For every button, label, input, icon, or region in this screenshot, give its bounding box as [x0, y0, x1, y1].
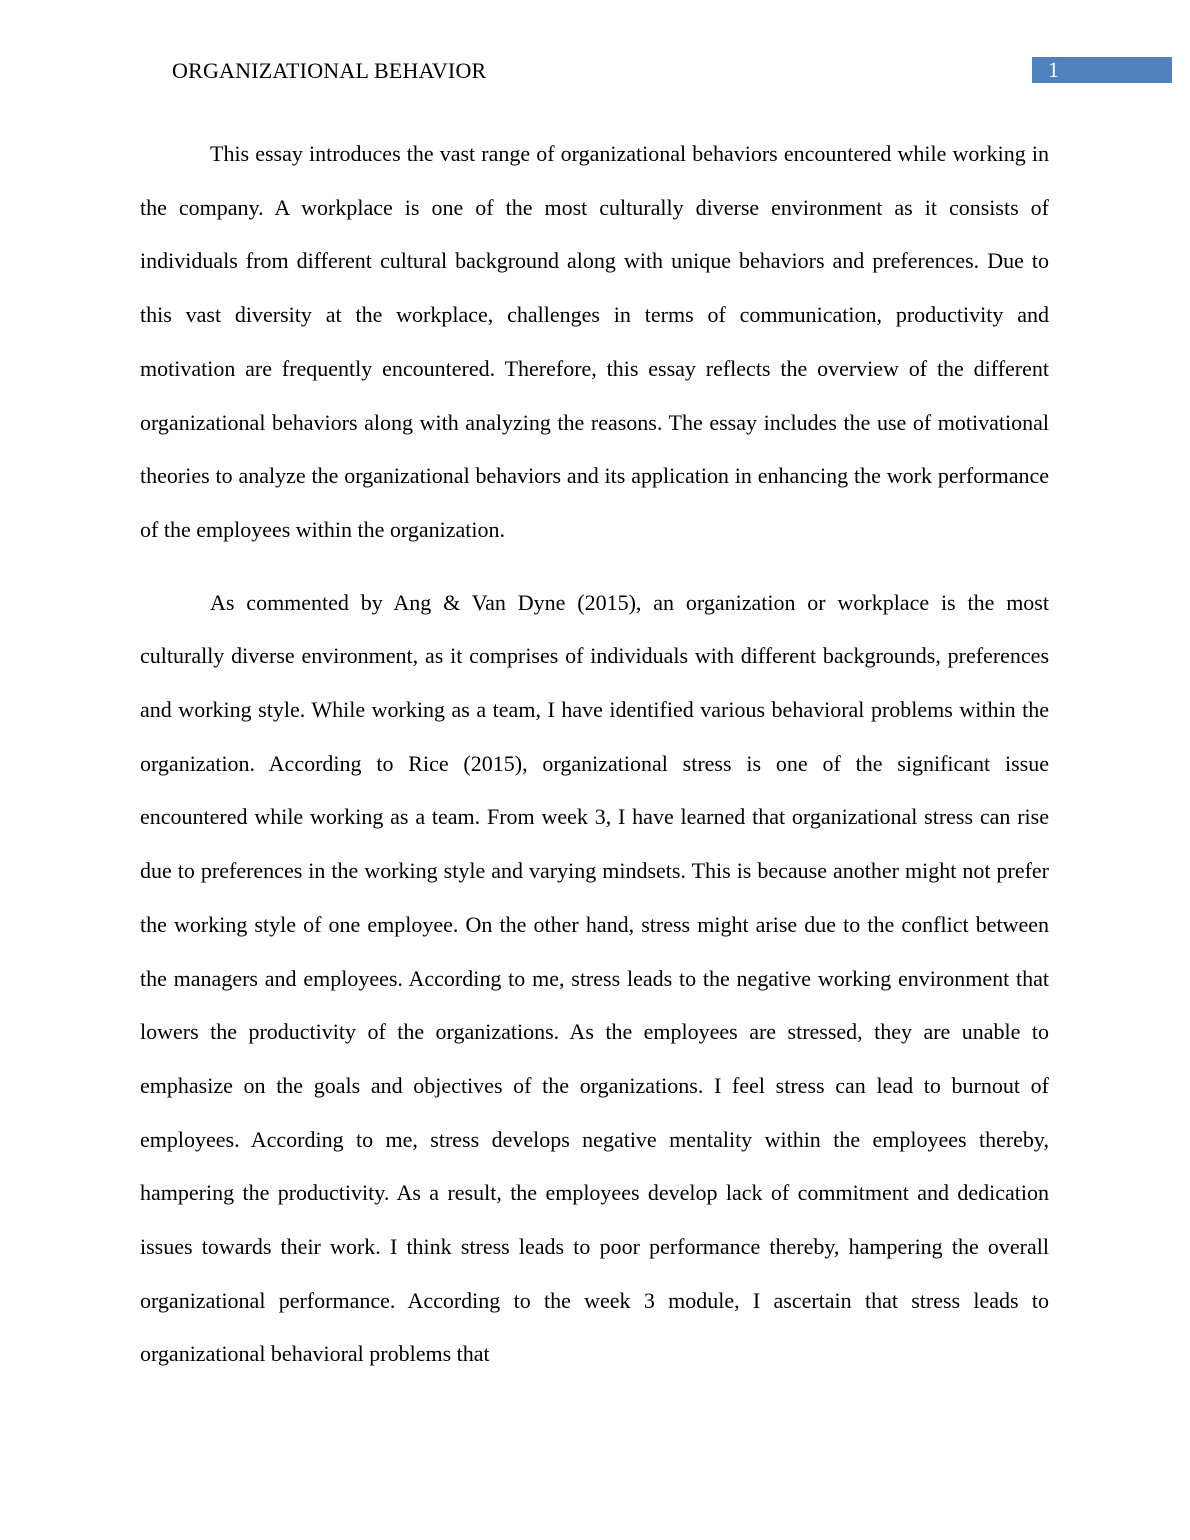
paragraph-introduction: This essay introduces the vast range of organizational behaviors encountered while working in the company. A workplace is one of the most culturally diverse environment as it consists of individuals from different cultural background along with unique behaviors and preferences. Due to this vast diversity at the workplace, challenges in terms of communication, productivity and motivation are frequently encountered. Therefore, this essay reflects the overview of the different organizational behaviors along with analyzing the reasons. The essay includes the use of motivational theories to analyze the organizational behaviors and its application in enhancing the work performance of the employees within the organization.: [140, 141, 1049, 542]
page-number: 1: [1048, 57, 1059, 82]
page-number-box: [1032, 57, 1172, 83]
paragraph-organizational-stress: As commented by Ang & Van Dyne (2015), an organization or workplace is the most culturally diverse environment, as it comprises of individuals with different backgrounds, preferences and working style. While working as a team, I have identified various behavioral problems within the organization. According to Rice (2015), organizational stress is one of the significant issue encountered while working as a team. From week 3, I have learned that organizational stress can rise due to preferences in the working style and varying mindsets. This is because another might not prefer the working style of one employee. On the other hand, stress might arise due to the conflict between the managers and employees. According to me, stress leads to the negative working environment that lowers the productivity of the organizations. As the employees are stressed, they are unable to emphasize on the goals and objectives of the organizations. I feel stress can lead to burnout of employees. According to me, stress develops negative mentality within the employees thereby, hampering the productivity. As a result, the employees develop lack of commitment and dedication issues towards their work. I think stress leads to poor performance thereby, hampering the overall organizational performance. According to the week 3 module, I ascertain that stress leads to organizational behavioral problems that: [140, 589, 1049, 1367]
body-text: [140, 127, 1049, 1381]
running-head: ORGANIZATIONAL BEHAVIOR: [172, 58, 487, 83]
